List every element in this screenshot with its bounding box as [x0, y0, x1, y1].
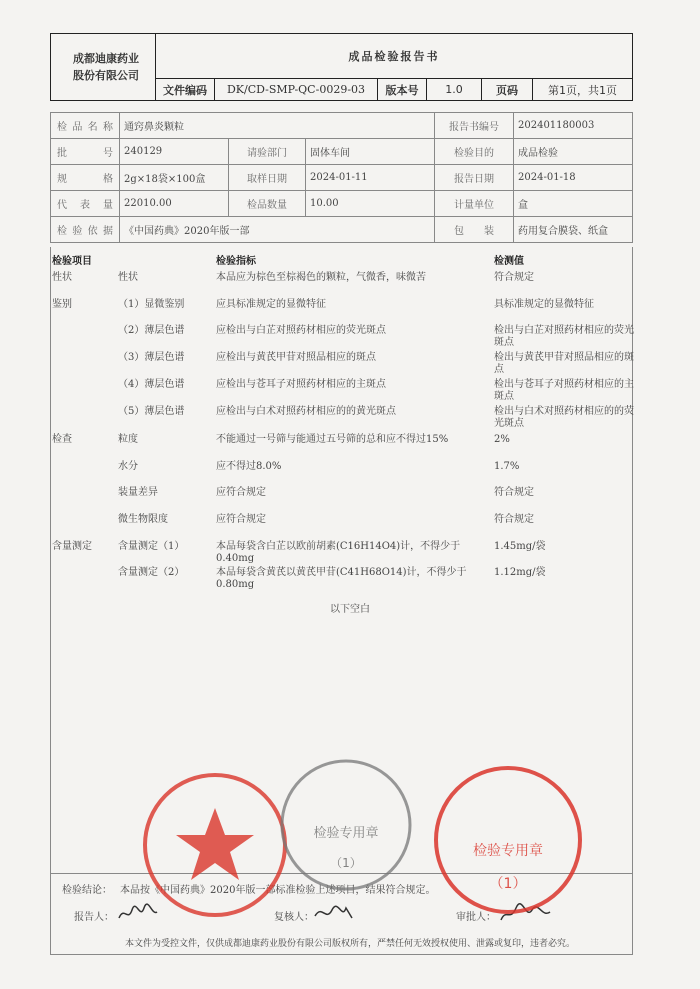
result-spec: 本品应为棕色至棕褐色的颗粒，气微香，味微苦	[216, 272, 426, 283]
result-spec: 本品每袋含黄芪以黄芪甲苷(C41H68O14)计，不得少于0.80mg	[216, 567, 467, 590]
result-item: 微生物限度	[118, 514, 168, 525]
result-value: 检出与白芷对照药材相应的荧光斑点	[494, 325, 634, 348]
end-note: 以下空白	[330, 604, 370, 615]
result-item: （3）薄层色谱	[118, 352, 185, 363]
batch-label: 批 号	[51, 139, 120, 165]
reporter-label: 报告人：	[74, 912, 114, 923]
result-value: 符合规定	[494, 487, 534, 498]
company-name	[51, 34, 156, 101]
result-value: 1.12mg/袋	[494, 567, 546, 578]
result-value: 检出与黄芪甲苷对照品相应的斑点	[494, 352, 634, 375]
result-item: 粒度	[118, 434, 138, 445]
report-date-label: 报告日期	[435, 165, 514, 191]
result-value: 1.45mg/袋	[494, 541, 546, 552]
result-category: 含量测定	[52, 541, 92, 552]
result-spec: 不能通过一号筛与能通过五号筛的总和应不得过15%	[216, 434, 449, 445]
result-item: （4）薄层色谱	[118, 379, 185, 390]
represent-qty-label: 代 表 量	[51, 191, 120, 217]
result-spec: 应不得过8.0%	[216, 461, 282, 472]
result-spec: 应具标准规定的显微特征	[216, 299, 326, 310]
result-spec: 本品每袋含白芷以欧前胡素(C16H14O4)计，不得少于0.40mg	[216, 541, 461, 564]
company-line-1: 成都迪康药业	[73, 52, 139, 65]
document-title: 成品检验报告书	[156, 34, 633, 79]
sample-date: 2024-01-11	[306, 165, 435, 191]
result-item: 含量测定（1）	[118, 541, 185, 552]
result-item: （5）薄层色谱	[118, 406, 185, 417]
conclusion-divider	[50, 873, 633, 874]
result-item: （1）显微鉴别	[118, 299, 185, 310]
col-header-value: 检测值	[494, 256, 524, 267]
result-value: 2%	[494, 434, 510, 445]
doc-code-label: 文件编码	[156, 79, 215, 101]
basis-label: 检验依据	[51, 217, 120, 243]
sample-date-label: 取样日期	[229, 165, 306, 191]
result-item: 水分	[118, 461, 138, 472]
result-item: 含量测定（2）	[118, 567, 185, 578]
result-item: 装量差异	[118, 487, 158, 498]
page-label: 页码	[482, 79, 533, 101]
request-dept-label: 请验部门	[229, 139, 306, 165]
approver-label: 审批人：	[456, 912, 496, 923]
result-value: 检出与白术对照药材相应的的荧光斑点	[494, 406, 634, 429]
report-date: 2024-01-18	[514, 165, 633, 191]
package: 药用复合膜袋、纸盒	[514, 217, 633, 243]
result-item: 性状	[118, 272, 138, 283]
version: 1.0	[427, 79, 482, 101]
report-no-label: 报告书编号	[435, 113, 514, 139]
version-label: 版本号	[378, 79, 427, 101]
result-spec: 应检出与黄芪甲苷对照品相应的斑点	[216, 352, 376, 363]
result-spec: 应检出与白芷对照药材相应的荧光斑点	[216, 325, 386, 336]
footer-note: 本文件为受控文件，仅供成都迪康药业股份有限公司版权所有，严禁任何无效授权使用、泄露或复印，违者必究。	[124, 939, 575, 949]
result-spec: 应符合规定	[216, 514, 266, 525]
purpose-label: 检验目的	[435, 139, 514, 165]
col-header-spec: 检验指标	[216, 256, 256, 267]
test-qty-label: 检品数量	[229, 191, 306, 217]
spec: 2g×18袋×100盒	[120, 165, 229, 191]
purpose: 成品检验	[514, 139, 633, 165]
stamp-number-gray: （1）	[330, 856, 362, 870]
page-number: 第1页，共1页	[533, 79, 633, 101]
result-spec: 应检出与白术对照药材相应的的黄光斑点	[216, 406, 396, 417]
result-value: 符合规定	[494, 272, 534, 283]
test-qty: 10.00	[306, 191, 435, 217]
col-header-item: 检验项目	[52, 256, 92, 267]
header-table	[50, 33, 633, 101]
result-value: 1.7%	[494, 461, 520, 472]
represent-qty: 22010.00	[120, 191, 229, 217]
conclusion-text: 本品按《中国药典》2020年版一部标准检验上述项目，结果符合规定。	[120, 885, 436, 896]
result-spec: 应检出与苍耳子对照药材相应的主斑点	[216, 379, 386, 390]
result-item: （2）薄层色谱	[118, 325, 185, 336]
unit-label: 计量单位	[435, 191, 514, 217]
result-value: 符合规定	[494, 514, 534, 525]
result-value: 具标准规定的显微特征	[494, 299, 594, 310]
batch: 240129	[120, 139, 229, 165]
request-dept: 固体车间	[306, 139, 435, 165]
result-category: 检查	[52, 434, 72, 445]
result-category: 性状	[52, 272, 72, 283]
reviewer-label: 复核人：	[274, 912, 314, 923]
result-category: 鉴别	[52, 299, 72, 310]
package-label: 包 装	[435, 217, 514, 243]
product-name: 通窍鼻炎颗粒	[120, 113, 435, 139]
doc-code: DK/CD-SMP-QC-0029-03	[215, 79, 378, 101]
stamp-subtitle-gray: 检验专用章	[313, 826, 379, 841]
conclusion-label: 检验结论：	[62, 885, 112, 896]
basis: 《中国药典》2020年版一部	[120, 217, 435, 243]
result-spec: 应符合规定	[216, 487, 266, 498]
spec-label: 规 格	[51, 165, 120, 191]
info-table	[50, 112, 633, 243]
result-value: 检出与苍耳子对照药材相应的主斑点	[494, 379, 634, 402]
report-no: 202401180003	[514, 113, 633, 139]
unit: 盒	[514, 191, 633, 217]
stamp-subtitle-red: 检验专用章	[473, 843, 543, 859]
company-line-2: 股份有限公司	[73, 69, 139, 82]
stamp-number-red: （1）	[489, 876, 527, 892]
product-name-label: 检品名称	[51, 113, 120, 139]
